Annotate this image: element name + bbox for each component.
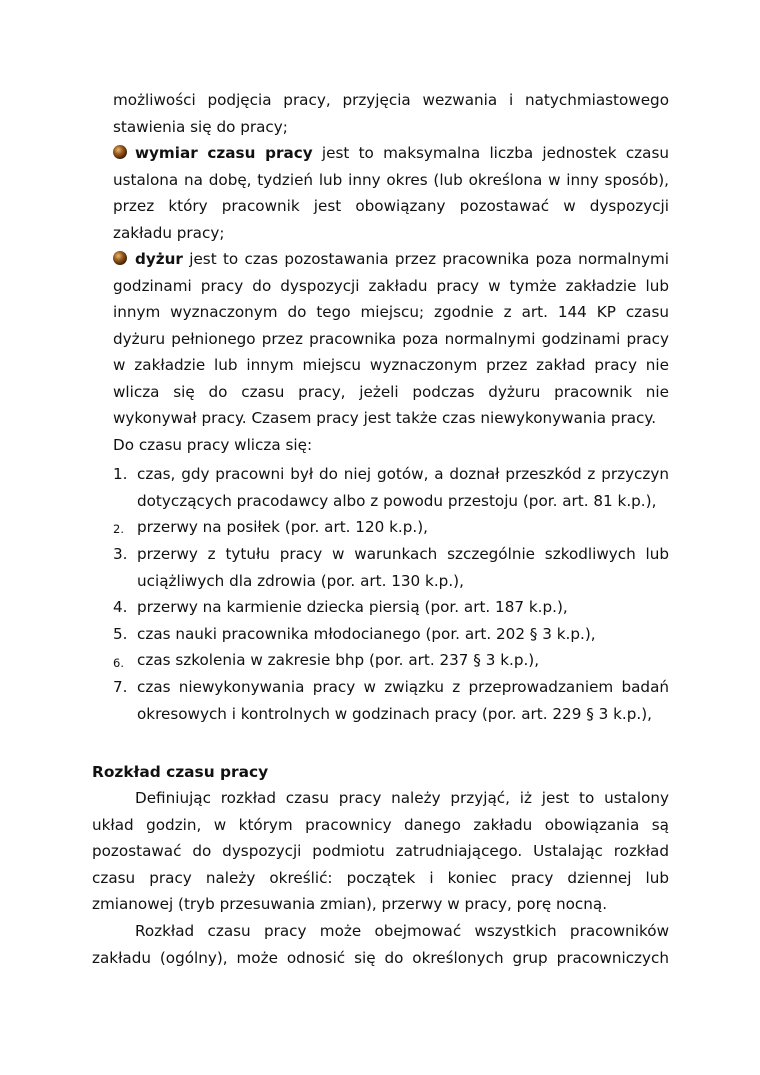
- text-line: Rozkład czasu pracy może obejmować wszystkich pracowników: [135, 922, 669, 940]
- text-line: dyżuru pełnionego przez pracownika poza normalnymi godzinami pracy: [113, 329, 669, 348]
- text-line: przerwy na posiłek (por. art. 120 k.p.),: [137, 518, 428, 536]
- definition-first-line: [113, 140, 669, 167]
- text-line: w zakładzie lub innym miejscu wyznaczonym przez zakład pracy nie: [113, 356, 669, 374]
- text-line: uciążliwych dla zdrowia (por. art. 130 k.p.),: [137, 571, 464, 590]
- text-line: pozostawać do dyspozycji podmiotu zatrudniającego. Ustalając rozkład: [92, 842, 669, 860]
- text-line: innym wyznaczonym do tego miejscu; zgodnie z art. 144 KP czasu: [113, 303, 669, 321]
- definition-term: wymiar czasu pracy: [135, 144, 313, 162]
- text-line: czas, gdy pracowni był do niej gotów, a doznał przeszkód z przyczyn: [137, 465, 669, 483]
- definition-term: dyżur: [135, 250, 183, 268]
- definition-text: jest to maksymalna liczba jednostek czasu: [312, 144, 669, 162]
- text-line: czas niewykonywania pracy w związku z przeprowadzaniem badań: [137, 678, 669, 696]
- text-line: Definiując rozkład czasu pracy należy przyjąć, iż jest to ustalony: [135, 789, 669, 807]
- paragraph: [92, 918, 669, 971]
- text-line: zakładu (ogólny), może odnosić się do określonych grup pracowniczych: [92, 948, 669, 967]
- text-line: ustalona na dobę, tydzień lub inny okres (lub określona w inny sposób),: [113, 170, 669, 189]
- text-line: przez który pracownik jest obowiązany pozostawać w dyspozycji: [113, 197, 669, 215]
- definition-dyzur: [113, 246, 669, 458]
- definition-wymiar: [113, 140, 669, 246]
- text-line: stawienia się do pracy;: [113, 117, 288, 136]
- list-item: [137, 514, 669, 541]
- list-number: 1.: [113, 465, 128, 483]
- text-line: przerwy na karmienie dziecka piersią (por. art. 187 k.p.),: [137, 598, 568, 616]
- list-item: [137, 461, 669, 514]
- text-line: dotyczących pracodawcy albo z powodu przestoju (por. art. 81 k.p.),: [137, 491, 657, 510]
- list-number: 3.: [113, 545, 128, 563]
- text-line: czasu pracy należy określić: początek i koniec pracy dziennej lub: [92, 868, 669, 887]
- text-line: czas szkolenia w zakresie bhp (por. art. 237 § 3 k.p.),: [137, 651, 540, 669]
- text-line: wlicza się do czasu pracy, jeżeli podczas dyżuru pracownik nie: [113, 382, 669, 401]
- text-line: czas nauki pracownika młodocianego (por. art. 202 § 3 k.p.),: [137, 625, 596, 643]
- text-line: zakładu pracy;: [113, 223, 225, 242]
- list-item: [137, 674, 669, 727]
- text-line: zmianowej (tryb przesuwania zmian), przerwy w pracy, porę nocną.: [92, 895, 608, 913]
- list-item: [137, 594, 669, 621]
- text-line: przerwy z tytułu pracy w warunkach szczególnie szkodliwych lub: [137, 545, 669, 563]
- bullet-icon: [113, 145, 127, 159]
- definition-first-line: [113, 246, 669, 273]
- paragraph: [92, 785, 669, 918]
- list-number: 7.: [113, 678, 128, 696]
- list-number: 2.: [113, 522, 124, 536]
- list-item: [137, 541, 669, 594]
- text-line: wykonywał pracy. Czasem pracy jest także czas niewykonywania pracy.: [113, 409, 657, 427]
- text-line: Do czasu pracy wlicza się:: [113, 435, 313, 454]
- list-item: [137, 621, 669, 648]
- text-line: układ godzin, w którym pracownicy danego zakładu obowiązania są: [92, 815, 669, 834]
- list-number: 4.: [113, 598, 128, 616]
- intro-fragment: [113, 87, 669, 140]
- list-item: [137, 647, 669, 674]
- text-line: godzinami pracy do dyspozycji zakładu pracy w tymże zakładzie lub: [113, 276, 669, 295]
- section-heading: Rozkład czasu pracy: [92, 763, 269, 781]
- text-line: okresowych i kontrolnych w godzinach pracy (por. art. 229 § 3 k.p.),: [137, 704, 652, 723]
- list-number: 5.: [113, 625, 128, 643]
- bullet-icon: [113, 251, 127, 265]
- definition-text: jest to czas pozostawania przez pracownika poza normalnymi: [182, 250, 669, 268]
- text-line: możliwości podjęcia pracy, przyjęcia wezwania i natychmiastowego: [113, 91, 669, 109]
- list-number: 6.: [113, 656, 124, 670]
